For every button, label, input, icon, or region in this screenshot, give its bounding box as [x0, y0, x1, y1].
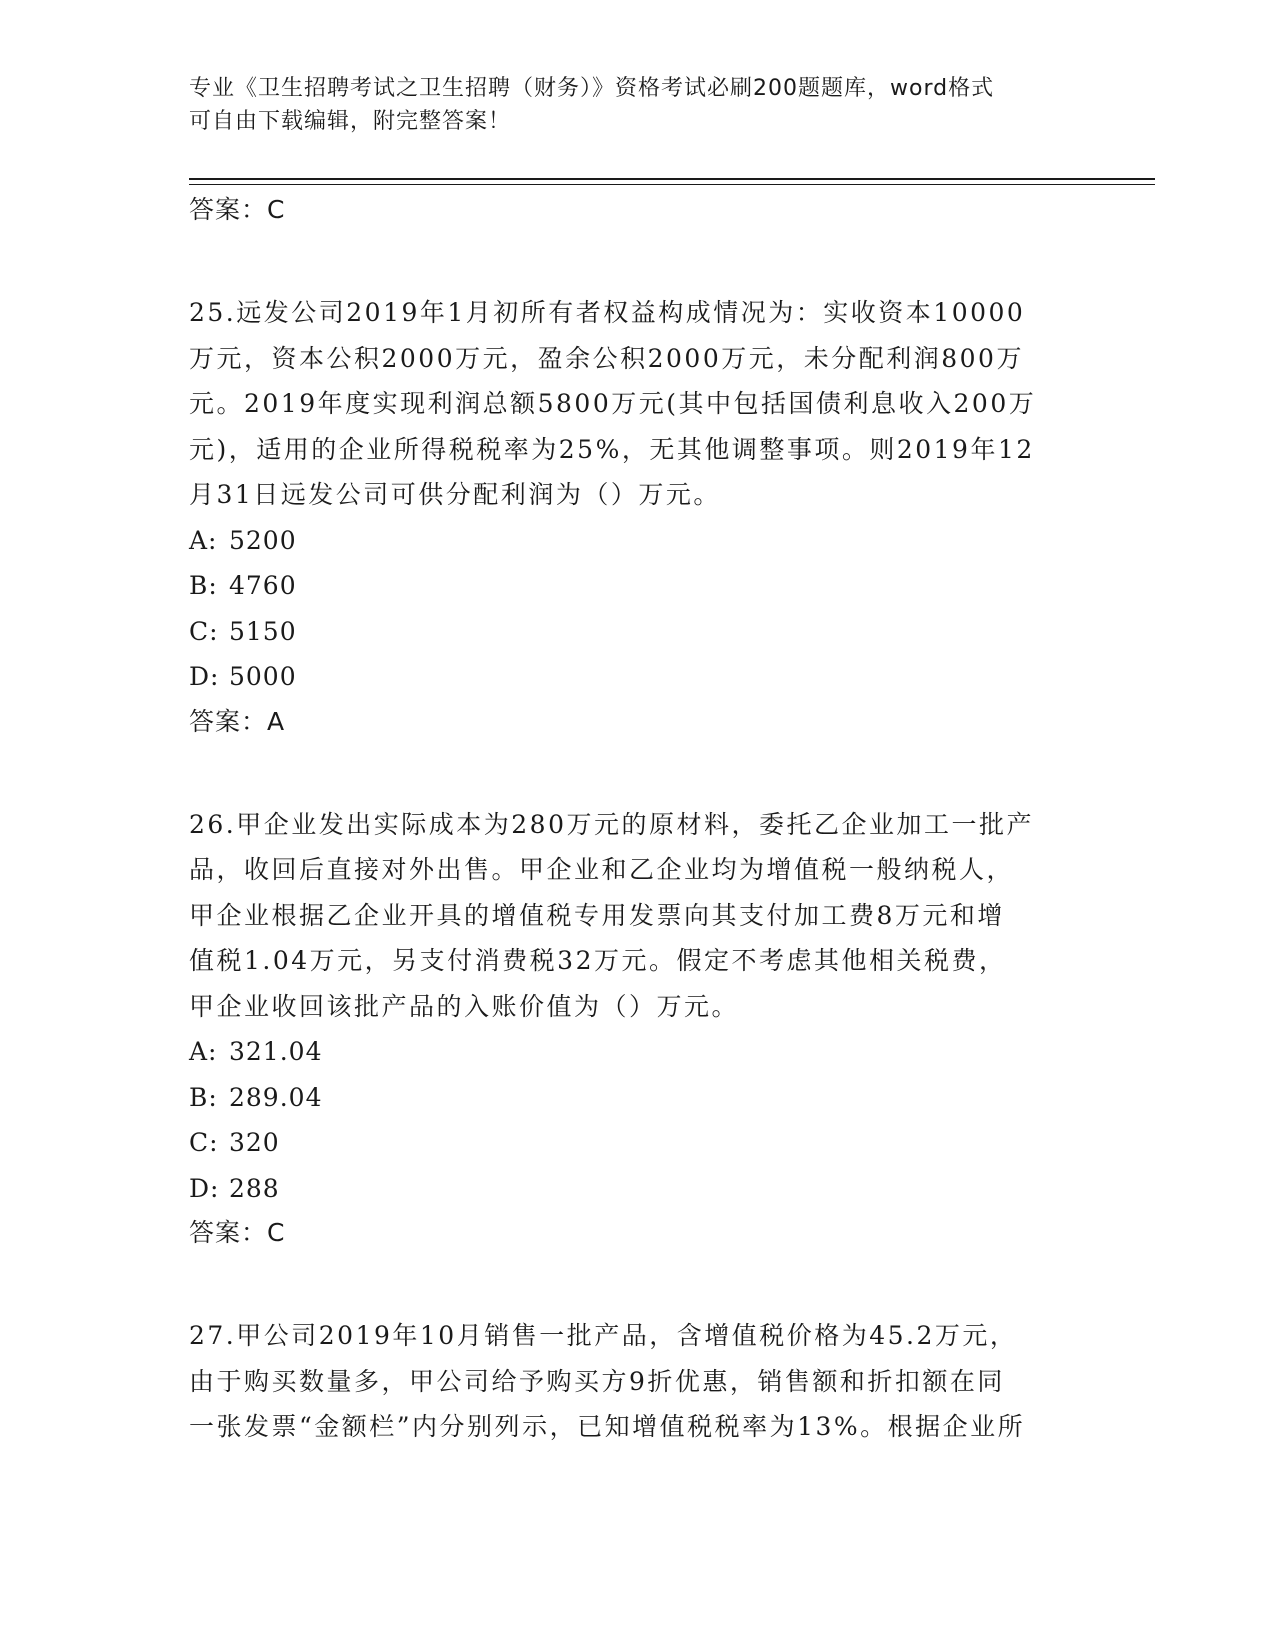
header-rule-thick [189, 178, 1155, 180]
stem-line: 25.远发公司2019年1月初所有者权益构成情况为：实收资本10000 [189, 298, 1026, 327]
stem-line: 由于购买数量多，甲公司给予购买方9折优惠，销售额和折扣额在同 [189, 1366, 1005, 1396]
option-value: 288 [229, 1173, 280, 1203]
question-25 [189, 290, 1089, 744]
option-letter: D: [189, 1173, 220, 1203]
question-stem [189, 290, 1089, 518]
question-stem [189, 1313, 1089, 1450]
option-letter: B: [189, 1082, 218, 1112]
option-letter: D: [189, 662, 220, 691]
stem-line: 元。2019年度实现利润总额5800万元(其中包括国债利息收入200万 [189, 389, 1037, 418]
stem-line: 27.甲公司2019年10月销售一批产品，含增值税价格为45.2万元， [189, 1321, 1018, 1350]
option-value: 320 [229, 1128, 280, 1157]
page-header [189, 72, 1089, 138]
option-letter: C: [189, 1128, 219, 1157]
option-b [189, 563, 1089, 609]
previous-answer: 答案：C [189, 195, 286, 224]
option-a [189, 1029, 1089, 1075]
stem-line: 月31日远发公司可供分配利润为（）万元。 [189, 480, 721, 509]
question-26 [189, 802, 1089, 1256]
option-c [189, 1120, 1089, 1166]
question-27 [189, 1313, 1089, 1450]
option-letter: C: [189, 616, 219, 646]
header-line-1: 专业《卫生招聘考试之卫生招聘（财务）》资格考试必刷200题题库，word格式 [189, 76, 995, 101]
option-b [189, 1075, 1089, 1121]
stem-line: 一张发票“金额栏”内分别列示，已知增值税税率为13%。根据企业所 [189, 1412, 1026, 1441]
header-rule-thin [189, 184, 1155, 185]
question-stem [189, 802, 1089, 1030]
option-d [189, 654, 1089, 700]
option-value: 4760 [229, 571, 297, 600]
option-letter: A: [189, 1037, 218, 1066]
document-body [189, 188, 1089, 1450]
option-value: 5000 [229, 662, 297, 691]
stem-line: 元)，适用的企业所得税税率为25%，无其他调整事项。则2019年12 [189, 434, 1035, 464]
option-value: 5150 [229, 616, 297, 646]
option-d [189, 1166, 1089, 1212]
option-letter: A: [189, 525, 218, 555]
stem-line: 值税1.04万元，另支付消费税32万元。假定不考虑其他相关税费， [189, 946, 1007, 975]
option-value: 5200 [229, 525, 297, 555]
answer-label: 答案：C [189, 1218, 286, 1247]
option-a [189, 518, 1089, 564]
stem-line: 26.甲企业发出实际成本为280万元的原材料，委托乙企业加工一批产 [189, 809, 1034, 839]
answer-label: 答案：A [189, 706, 286, 736]
stem-line: 品，收回后直接对外出售。甲企业和乙企业均为增值税一般纳税人， [189, 855, 1015, 884]
header-line-2: 可自由下载编辑，附完整答案！ [189, 109, 512, 134]
option-letter: B: [189, 571, 218, 600]
stem-line: 万元，资本公积2000万元，盈余公积2000万元，未分配利润800万 [189, 343, 1024, 373]
stem-line: 甲企业根据乙企业开具的增值税专用发票向其支付加工费8万元和增 [189, 900, 1005, 930]
stem-line: 甲企业收回该批产品的入账价值为（）万元。 [189, 991, 740, 1021]
option-value: 321.04 [229, 1037, 323, 1066]
option-value: 289.04 [229, 1082, 323, 1112]
option-c [189, 609, 1089, 655]
